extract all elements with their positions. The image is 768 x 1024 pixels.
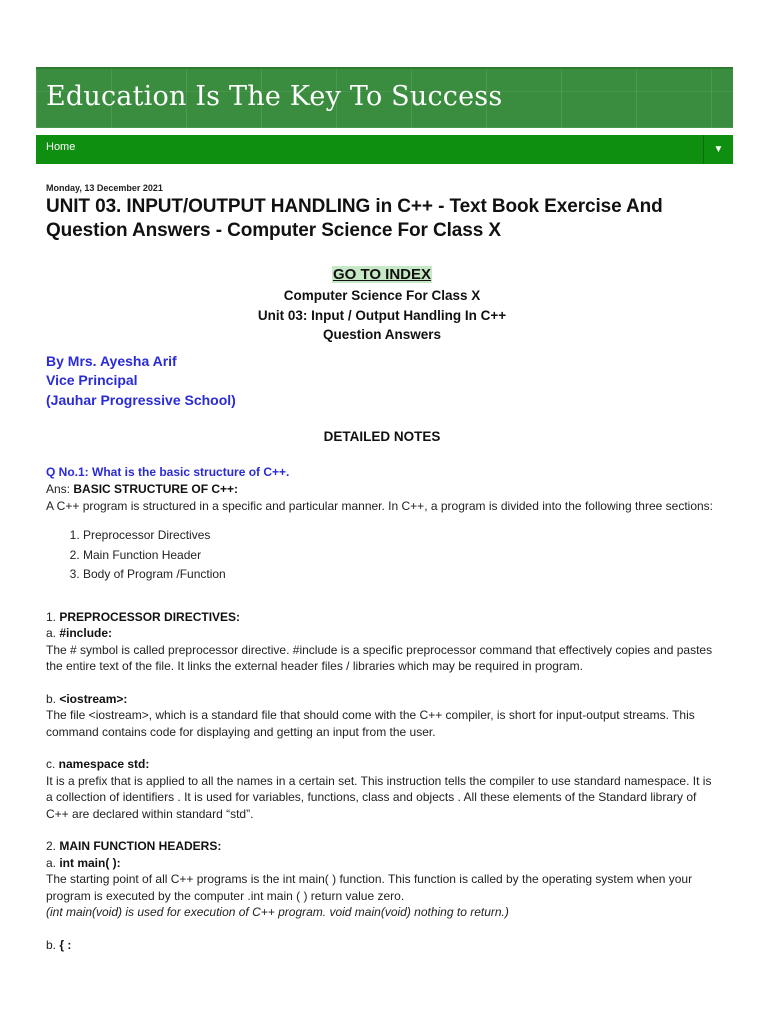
include-label: #include:	[59, 626, 113, 640]
subhead-course: Computer Science For Class X	[283, 288, 481, 303]
ans-heading: BASIC STRUCTURE OF C++:	[73, 482, 239, 496]
iostream-label: <iostream>:	[59, 691, 128, 706]
sections-list	[46, 526, 718, 585]
item-prefix: b.	[46, 691, 60, 706]
item-prefix: a.	[46, 855, 60, 870]
iostream-text: The file <iostream>, which is a standard file that should come with the C++ compiler, is short for input-output streams. This command contains code for displaying and getting an input from the user.	[46, 708, 695, 739]
int-main-label: int main( ):	[59, 855, 121, 870]
list-item: 2. Main Function Header	[83, 546, 718, 566]
include-text: The # symbol is called preprocessor directive. #include is a specific preprocessor command that effectively copies and pastes the entire text of the file. It links the external header files / libraries which may be required in program.	[46, 642, 713, 673]
question-1: Q No.1: What is the basic structure of C++.	[46, 465, 290, 479]
post-date: Monday, 13 December 2021	[46, 183, 163, 193]
list-item: 1. Preprocessor Directives	[83, 526, 718, 546]
int-main-text: The starting point of all C++ programs is the int main( ) function. This function is called by the operating system when your program is executed by the computer .int main ( ) return value zero.	[46, 872, 693, 903]
blog-title[interactable]: Education Is The Key To Success	[46, 81, 503, 112]
subhead-unit: Unit 03: Input / Output Handling In C++	[257, 307, 507, 323]
go-to-index-link[interactable]: GO TO INDEX	[332, 266, 432, 283]
post-title: UNIT 03. INPUT/OUTPUT HANDLING in C++ - Text Book Exercise And Question Answers - Computer Science For Class X	[46, 196, 663, 241]
int-main-note: (int main(void) is used for execution of C++ program. void main(void) nothing to return.)	[46, 905, 509, 919]
namespace-text: It is a prefix that is applied to all the names in a certain set. This instruction tells the compiler to use standard namespace. It is a collection of identifiers . It is used for variables, functions, class and objects . All these elements of the Standard library of C++ are declared within standard “std”.	[46, 773, 712, 821]
section-1-number: 1.	[46, 609, 60, 624]
section-2-heading: MAIN FUNCTION HEADERS:	[59, 839, 222, 853]
subhead-type: Question Answers	[322, 327, 442, 342]
author-name: By Mrs. Ayesha Arif	[46, 352, 177, 369]
namespace-label: namespace std:	[58, 757, 150, 771]
section-1-heading: PREPROCESSOR DIRECTIVES:	[59, 609, 241, 624]
ans-prefix: Ans:	[46, 482, 74, 496]
item-prefix: b.	[46, 937, 60, 952]
brace-label: { :	[59, 937, 72, 952]
blog-header	[36, 67, 733, 128]
nav-bar	[36, 135, 733, 164]
ans-intro: A C++ program is structured in a specific and particular manner. In C++, a program is divided into the following three sections:	[46, 498, 714, 513]
list-item: 3. Body of Program /Function	[83, 565, 718, 585]
nav-menu-toggle-icon[interactable]: ▼	[703, 135, 733, 164]
section-2-number: 2.	[46, 839, 60, 853]
post-content	[46, 183, 718, 953]
nav-home-link[interactable]: Home	[46, 141, 76, 153]
detailed-notes-heading: DETAILED NOTES	[323, 429, 441, 444]
author-block	[46, 352, 718, 411]
author-school: (Jauhar Progressive School)	[46, 391, 236, 408]
item-prefix: a.	[46, 626, 60, 640]
author-role: Vice Principal	[46, 372, 138, 388]
item-prefix: c.	[46, 757, 59, 771]
